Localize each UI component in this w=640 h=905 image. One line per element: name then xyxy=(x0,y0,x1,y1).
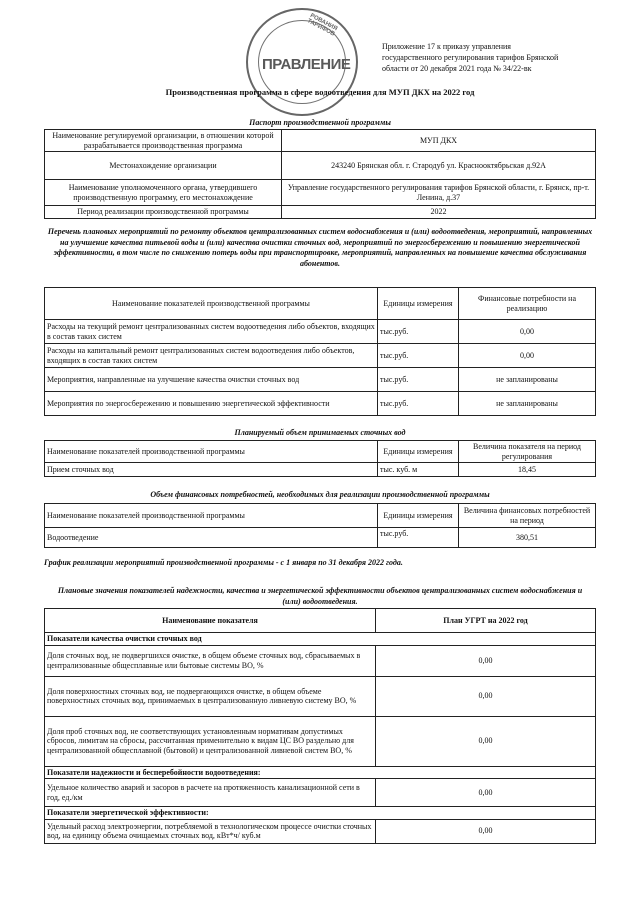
table-row xyxy=(45,779,596,807)
measure-value: 0,00 xyxy=(459,320,596,344)
table-header-row xyxy=(45,609,596,633)
planned-table xyxy=(44,608,596,844)
passport-label: Наименование уполномоченного органа, утвердившего производственную программу, его местонахождение xyxy=(45,180,282,206)
passport-value: 2022 xyxy=(282,206,596,219)
passport-label: Период реализации производственной программы xyxy=(45,206,282,219)
finance-unit: тыс.руб. xyxy=(378,528,459,548)
column-header: Наименование показателя xyxy=(45,609,376,633)
measures-title: Перечень плановых мероприятий по ремонту объектов централизованных систем водоснабжения и (или) водоотведения, мероприятий, направленных на улучшение качества питьевой воды и (или) качества очистки сточных вод, мероприятий по энергосбережению и повышению энергетической эффективности, в том числе по снижению потерь воды при транспортировке, мероприятий, направленных на повышение качества обслуживания абонентов. xyxy=(47,227,593,268)
table-row xyxy=(45,819,596,843)
column-header: Наименование показателей производственной программы xyxy=(45,504,378,528)
table-row xyxy=(45,206,596,219)
table-header-row xyxy=(45,288,596,320)
volume-unit: тыс. куб. м xyxy=(378,463,459,477)
table-header-row xyxy=(45,504,596,528)
volume-value: 18,45 xyxy=(459,463,596,477)
appendix-line-1: Приложение 17 к приказу управления xyxy=(382,42,511,51)
passport-table xyxy=(44,129,596,219)
column-header: Наименование показателей производственной программы xyxy=(45,288,378,320)
column-header: Единицы измерения xyxy=(378,441,459,463)
column-header: Величина показателя на период регулирования xyxy=(459,441,596,463)
finance-table xyxy=(44,503,596,548)
table-row xyxy=(45,368,596,392)
stamp-text: ПРАВЛЕНИЕ xyxy=(262,56,351,73)
section-title: Показатели энергетической эффективности: xyxy=(45,807,596,820)
section-row xyxy=(45,807,596,820)
table-row xyxy=(45,344,596,368)
indicator-name: Доля сточных вод, не подвергшихся очистке, в общем объеме сточных вод, сбрасываемых в централизованные общесплавные или бытовые системы ВО, % xyxy=(45,645,376,676)
appendix-line-3: области от 20 декабря 2021 года № 34/22-вк xyxy=(382,64,532,73)
table-row xyxy=(45,528,596,548)
measure-unit: тыс.руб. xyxy=(378,320,459,344)
measure-name: Мероприятия, направленные на улучшение качества очистки сточных вод xyxy=(45,368,378,392)
finance-value: 380,51 xyxy=(459,528,596,548)
volume-table xyxy=(44,440,596,477)
indicator-name: Удельное количество аварий и засоров в расчете на протяженность канализационной сети в год, ед./км xyxy=(45,779,376,807)
measure-value: 0,00 xyxy=(459,344,596,368)
measure-unit: тыс.руб. xyxy=(378,344,459,368)
table-row xyxy=(45,716,596,766)
stamp-arc-text: РОВАНИЯ ТАРИФОВ xyxy=(306,12,339,38)
table-row xyxy=(45,676,596,716)
table-row xyxy=(45,180,596,206)
column-header: План УГРТ на 2022 год xyxy=(376,609,596,633)
volume-name: Прием сточных вод xyxy=(45,463,378,477)
indicator-name: Доля поверхностных сточных вод, не подвергающихся очистке, в общем объеме поверхностных сточных вод, принимаемых в централизованную ливневую систему ВО, % xyxy=(45,676,376,716)
indicator-value: 0,00 xyxy=(376,716,596,766)
indicator-name: Удельный расход электроэнергии, потребляемой в технологическом процессе очистки сточных вод, на единицу объема очищаемых сточных вод, кВт*ч/ куб.м xyxy=(45,819,376,843)
column-header: Единицы измерения xyxy=(378,288,459,320)
passport-title: Паспорт производственной программы xyxy=(249,118,391,127)
schedule-note: График реализации мероприятий производственной программы - с 1 января по 31 декабря 2022 года. xyxy=(44,558,403,567)
section-title: Показатели качества очистки сточных вод xyxy=(45,633,596,646)
appendix-line-2: государственного регулирования тарифов Брянской xyxy=(382,53,559,62)
table-row xyxy=(45,645,596,676)
passport-label: Наименование регулируемой организации, в отношении которой разрабатывается производственная программа xyxy=(45,130,282,152)
column-header: Финансовые потребности на реализацию xyxy=(459,288,596,320)
passport-value: МУП ДКХ xyxy=(282,130,596,152)
table-row xyxy=(45,152,596,180)
measure-name: Расходы на капитальный ремонт централизованных систем водоотведения либо объектов, входящих в состав таких систем xyxy=(45,344,378,368)
measure-value: не запланированы xyxy=(459,392,596,416)
measures-table xyxy=(44,287,596,416)
indicator-value: 0,00 xyxy=(376,676,596,716)
table-row xyxy=(45,320,596,344)
indicator-value: 0,00 xyxy=(376,819,596,843)
planned-title: Плановые значения показателей надежности, качества и энергетической эффективности объектов централизованных систем водоснабжения и (или) водоотведения. xyxy=(57,586,583,606)
volume-title: Планируемый объем принимаемых сточных вод xyxy=(234,428,406,437)
measure-name: Расходы на текущий ремонт централизованных систем водоотведения либо объектов, входящих в состав таких систем xyxy=(45,320,378,344)
measure-unit: тыс.руб. xyxy=(378,368,459,392)
measure-unit: тыс.руб. xyxy=(378,392,459,416)
passport-value: 243240 Брянская обл. г. Стародуб ул. Краснооктябрьская д.92А xyxy=(282,152,596,180)
document-title: Производственная программа в сфере водоотведения для МУП ДКХ на 2022 год xyxy=(165,87,475,97)
section-title: Показатели надежности и бесперебойности водоотведения: xyxy=(45,766,596,779)
indicator-value: 0,00 xyxy=(376,779,596,807)
finance-title: Объем финансовых потребностей, необходимых для реализации производственной программы xyxy=(150,490,490,499)
section-row xyxy=(45,633,596,646)
indicator-value: 0,00 xyxy=(376,645,596,676)
finance-name: Водоотведение xyxy=(45,528,378,548)
column-header: Величина финансовых потребностей на период xyxy=(459,504,596,528)
appendix-note xyxy=(382,41,558,74)
measure-name: Мероприятия по энергосбережению и повышению энергетической эффективности xyxy=(45,392,378,416)
indicator-name: Доля проб сточных вод, не соответствующих установленным нормативам допустимых сбросов, лимитам на сбросы, рассчитанная применительно к видам ЦС ВО раздельно для централизованной общесплавной (бытовой) и централизованной ливневой систем ВО, % xyxy=(45,716,376,766)
table-row xyxy=(45,392,596,416)
table-header-row xyxy=(45,441,596,463)
passport-value: Управление государственного регулирования тарифов Брянской области, г. Брянск, пр-т. Ленина, д.37 xyxy=(282,180,596,206)
official-stamp xyxy=(246,8,358,116)
column-header: Наименование показателей производственной программы xyxy=(45,441,378,463)
table-row xyxy=(45,463,596,477)
section-row xyxy=(45,766,596,779)
column-header: Единицы измерения xyxy=(378,504,459,528)
table-row xyxy=(45,130,596,152)
passport-label: Местонахождение организации xyxy=(45,152,282,180)
measure-value: не запланированы xyxy=(459,368,596,392)
